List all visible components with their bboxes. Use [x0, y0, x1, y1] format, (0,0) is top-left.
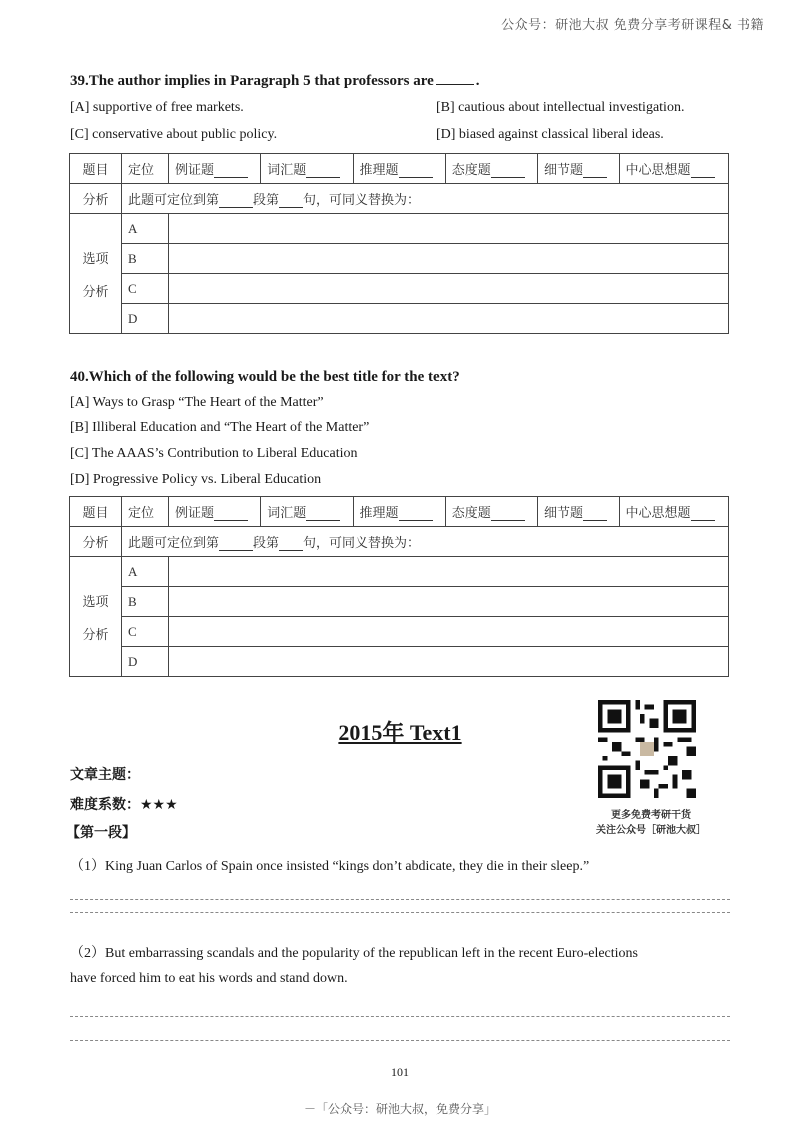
q40-option-d: [D] Progressive Policy vs. Liberal Education — [70, 472, 322, 487]
option-letter: B — [122, 587, 169, 617]
type-main-idea: 中心思想题 — [619, 497, 728, 527]
option-letter: A — [122, 557, 169, 587]
type-vocab: 词汇题 — [261, 497, 353, 527]
type-detail: 细节题 — [538, 497, 620, 527]
type-inference: 推理题 — [353, 154, 445, 184]
type-main-idea: 中心思想题 — [619, 154, 728, 184]
type-example: 例证题 — [169, 497, 261, 527]
q40-option-b: [B] Illiberal Education and “The Heart of the Matter” — [70, 420, 370, 435]
option-analysis-cell — [169, 617, 729, 647]
q39-analysis-table — [69, 153, 729, 334]
q39-option-b: [B] cautious about intellectual investigation. — [436, 100, 685, 115]
option-letter: D — [122, 304, 169, 334]
qr-code-icon — [598, 700, 696, 798]
option-analysis-cell — [169, 587, 729, 617]
q39-option-d: [D] biased against classical liberal ideas. — [436, 127, 664, 142]
options-label: 选项 分析 — [70, 214, 122, 334]
row-label: 分析 — [70, 184, 122, 214]
locate-line: 此题可定位到第 段第 句，可同义替换为： — [122, 527, 729, 557]
option-letter: C — [122, 274, 169, 304]
qr-caption-line-2: 关注公众号［研池大叔］ — [596, 825, 706, 836]
type-example: 例证题 — [169, 154, 261, 184]
option-letter: C — [122, 617, 169, 647]
locate-line: 此题可定位到第 段第 句，可同义替换为： — [122, 184, 729, 214]
type-detail: 细节题 — [538, 154, 620, 184]
sentence-2-line-2: have forced him to eat his words and stand down. — [70, 971, 348, 986]
option-letter: B — [122, 244, 169, 274]
answer-line — [70, 1016, 730, 1017]
option-analysis-cell — [169, 647, 729, 677]
q40-analysis-table — [69, 496, 729, 677]
option-analysis-cell — [169, 304, 729, 334]
section-title: 2015年 Text1 — [338, 720, 462, 745]
q40-option-c: [C] The AAAS’s Contribution to Liberal Education — [70, 446, 358, 461]
type-attitude: 态度题 — [445, 154, 537, 184]
qr-caption-line-1: 更多免费考研干货 — [611, 810, 691, 821]
q40-option-a: [A] Ways to Grasp “The Heart of the Matter” — [70, 395, 324, 410]
option-analysis-cell — [169, 274, 729, 304]
type-locate: 定位 — [122, 497, 169, 527]
difficulty-label: 难度系数：★★★ — [70, 797, 178, 813]
question-40-title: 40.Which of the following would be the best title for the text? — [70, 369, 460, 385]
page-number: 101 — [391, 1065, 409, 1079]
question-39-title: 39.The author implies in Paragraph 5 that professors are . — [70, 73, 480, 89]
option-letter: D — [122, 647, 169, 677]
row-label: 分析 — [70, 527, 122, 557]
type-inference: 推理题 — [353, 497, 445, 527]
options-label: 选项 分析 — [70, 557, 122, 677]
row-label: 题目 — [70, 497, 122, 527]
option-analysis-cell — [169, 557, 729, 587]
footer-watermark: －「公众号：研池大叔，免费分享」 — [303, 1102, 496, 1116]
type-vocab: 词汇题 — [261, 154, 353, 184]
option-letter: A — [122, 214, 169, 244]
answer-line — [70, 1040, 730, 1041]
type-locate: 定位 — [122, 154, 169, 184]
answer-line — [70, 899, 730, 900]
option-analysis-cell — [169, 244, 729, 274]
theme-label: 文章主题： — [70, 767, 140, 783]
row-label: 题目 — [70, 154, 122, 184]
option-analysis-cell — [169, 214, 729, 244]
sentence-2-line-1: （2）But embarrassing scandals and the popularity of the republican left in the recent Euro-elections — [70, 946, 638, 961]
paragraph-label: 【第一段】 — [66, 825, 136, 841]
header-watermark: 公众号：研池大叔 免费分享考研课程& 书籍 — [501, 18, 764, 33]
q39-option-c: [C] conservative about public policy. — [70, 127, 278, 142]
answer-line — [70, 912, 730, 913]
q39-option-a: [A] supportive of free markets. — [70, 100, 244, 115]
type-attitude: 态度题 — [445, 497, 537, 527]
sentence-1: （1）King Juan Carlos of Spain once insisted “kings don’t abdicate, they die in their sleep.” — [70, 859, 590, 874]
